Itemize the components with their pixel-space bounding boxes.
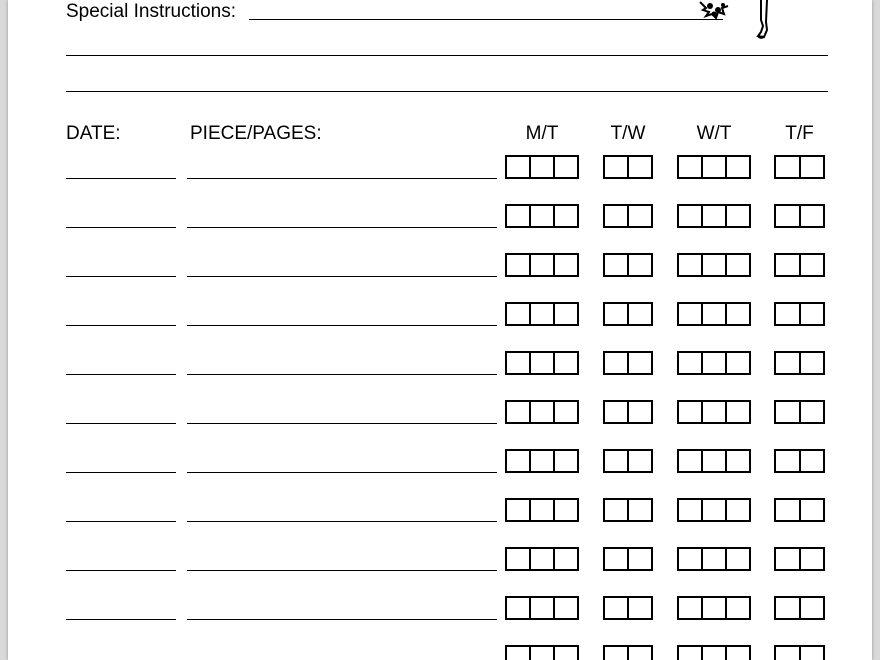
checkbox-group-mt xyxy=(505,253,579,277)
checkbox-cell[interactable] xyxy=(703,598,727,618)
checkbox-cell[interactable] xyxy=(776,647,801,660)
checkbox-cell[interactable] xyxy=(727,451,749,471)
checkbox-cell[interactable] xyxy=(801,304,824,324)
date-entry-line[interactable] xyxy=(66,472,176,473)
checkbox-group-wt xyxy=(677,596,751,620)
checkbox-cell[interactable] xyxy=(507,255,531,275)
checkbox-group-tf xyxy=(774,155,825,179)
checkbox-group-mt xyxy=(505,547,579,571)
checkbox-group-tf xyxy=(774,449,825,473)
date-entry-line[interactable] xyxy=(66,227,176,228)
checkbox-cell[interactable] xyxy=(727,402,749,422)
checkbox-cell[interactable] xyxy=(531,206,555,226)
checkbox-cell[interactable] xyxy=(679,304,703,324)
checkbox-cell[interactable] xyxy=(629,157,651,177)
checkbox-group-mt xyxy=(505,449,579,473)
day-header-tf: T/F xyxy=(785,123,814,144)
checkbox-group-tf xyxy=(774,498,825,522)
checkbox-cell[interactable] xyxy=(776,549,801,569)
piece-entry-line[interactable] xyxy=(187,423,497,424)
checkbox-cell[interactable] xyxy=(727,549,749,569)
checkbox-cell[interactable] xyxy=(679,451,703,471)
checkbox-cell[interactable] xyxy=(703,157,727,177)
checkbox-cell[interactable] xyxy=(703,206,727,226)
checkbox-cell[interactable] xyxy=(629,353,651,373)
checkbox-group-tw xyxy=(603,351,653,375)
checkbox-cell[interactable] xyxy=(776,157,801,177)
instructions-line-3[interactable] xyxy=(66,91,828,92)
checkbox-group-tw xyxy=(603,302,653,326)
checkbox-cell[interactable] xyxy=(776,304,801,324)
checkbox-group-mt xyxy=(505,400,579,424)
checkbox-group-tf xyxy=(774,596,825,620)
checkbox-cell[interactable] xyxy=(507,206,531,226)
checkbox-group-mt xyxy=(505,204,579,228)
checkbox-cell[interactable] xyxy=(507,647,531,660)
checkbox-cell[interactable] xyxy=(629,206,651,226)
checkbox-cell[interactable] xyxy=(629,549,651,569)
checkbox-cell[interactable] xyxy=(776,353,801,373)
day-header-tw: T/W xyxy=(610,123,646,144)
piece-entry-line[interactable] xyxy=(187,619,497,620)
checkbox-cell[interactable] xyxy=(727,598,749,618)
checkbox-cell[interactable] xyxy=(679,255,703,275)
checkbox-cell[interactable] xyxy=(629,304,651,324)
checkbox-cell[interactable] xyxy=(531,451,555,471)
date-entry-line[interactable] xyxy=(66,374,176,375)
checkbox-group-tw xyxy=(603,155,653,179)
checkbox-group-mt xyxy=(505,351,579,375)
checkbox-cell[interactable] xyxy=(679,598,703,618)
checkbox-group-wt xyxy=(677,449,751,473)
checkbox-cell[interactable] xyxy=(531,500,555,520)
checkbox-cell[interactable] xyxy=(531,157,555,177)
checkbox-cell[interactable] xyxy=(679,353,703,373)
checkbox-cell[interactable] xyxy=(727,255,749,275)
checkbox-group-tw xyxy=(603,645,653,660)
checkbox-cell[interactable] xyxy=(629,647,651,660)
checkbox-group-wt xyxy=(677,155,751,179)
checkbox-cell[interactable] xyxy=(801,255,824,275)
checkbox-group-tf xyxy=(774,547,825,571)
checkbox-cell[interactable] xyxy=(605,255,629,275)
checkbox-group-mt xyxy=(505,596,579,620)
checkbox-cell[interactable] xyxy=(605,549,629,569)
date-entry-line[interactable] xyxy=(66,178,176,179)
checkbox-cell[interactable] xyxy=(507,304,531,324)
checkbox-group-wt xyxy=(677,400,751,424)
checkbox-cell[interactable] xyxy=(703,500,727,520)
checkbox-group-wt xyxy=(677,302,751,326)
date-entry-line[interactable] xyxy=(66,570,176,571)
checkbox-cell[interactable] xyxy=(507,353,531,373)
checkbox-cell[interactable] xyxy=(555,255,577,275)
checkbox-cell[interactable] xyxy=(679,402,703,422)
checkbox-group-wt xyxy=(677,351,751,375)
checkbox-cell[interactable] xyxy=(801,500,824,520)
checkbox-cell[interactable] xyxy=(555,304,577,324)
checkbox-cell[interactable] xyxy=(531,304,555,324)
checkbox-cell[interactable] xyxy=(555,549,577,569)
checkbox-group-wt xyxy=(677,645,751,660)
checkbox-group-tf xyxy=(774,253,825,277)
checkbox-cell[interactable] xyxy=(776,206,801,226)
checkbox-cell[interactable] xyxy=(703,353,727,373)
checkbox-group-wt xyxy=(677,253,751,277)
checkbox-cell[interactable] xyxy=(555,647,577,660)
checkbox-cell[interactable] xyxy=(776,255,801,275)
checkbox-cell[interactable] xyxy=(776,451,801,471)
checkbox-group-tw xyxy=(603,253,653,277)
checkbox-cell[interactable] xyxy=(629,255,651,275)
checkbox-cell[interactable] xyxy=(679,647,703,660)
checkbox-cell[interactable] xyxy=(727,157,749,177)
piece-entry-line[interactable] xyxy=(187,374,497,375)
checkbox-group-tf xyxy=(774,645,825,660)
checkbox-cell[interactable] xyxy=(703,549,727,569)
checkbox-cell[interactable] xyxy=(801,353,824,373)
checkbox-cell[interactable] xyxy=(555,157,577,177)
checkbox-cell[interactable] xyxy=(776,402,801,422)
checkbox-group-tf xyxy=(774,351,825,375)
date-entry-line[interactable] xyxy=(66,276,176,277)
checkbox-cell[interactable] xyxy=(605,402,629,422)
checkbox-cell[interactable] xyxy=(801,451,824,471)
checkbox-cell[interactable] xyxy=(776,598,801,618)
date-entry-line[interactable] xyxy=(66,521,176,522)
checkbox-group-mt xyxy=(505,498,579,522)
piece-entry-line[interactable] xyxy=(187,178,497,179)
checkbox-cell[interactable] xyxy=(507,157,531,177)
piece-entry-line[interactable] xyxy=(187,227,497,228)
day-header-wt: W/T xyxy=(696,123,732,144)
special-instructions-label: Special Instructions: xyxy=(66,1,237,22)
checkbox-cell[interactable] xyxy=(555,451,577,471)
instructions-line-2[interactable] xyxy=(66,55,828,56)
checkbox-cell[interactable] xyxy=(801,402,824,422)
flower-clipart-icon xyxy=(696,0,736,20)
checkbox-cell[interactable] xyxy=(605,304,629,324)
checkbox-cell[interactable] xyxy=(605,500,629,520)
checkbox-cell[interactable] xyxy=(703,255,727,275)
checkbox-cell[interactable] xyxy=(776,500,801,520)
checkbox-group-mt xyxy=(505,302,579,326)
checkbox-cell[interactable] xyxy=(801,598,824,618)
checkbox-cell[interactable] xyxy=(555,206,577,226)
checkbox-cell[interactable] xyxy=(679,206,703,226)
date-entry-line[interactable] xyxy=(66,325,176,326)
checkbox-cell[interactable] xyxy=(679,549,703,569)
checkbox-cell[interactable] xyxy=(727,206,749,226)
checkbox-cell[interactable] xyxy=(507,500,531,520)
checkbox-cell[interactable] xyxy=(801,206,824,226)
checkbox-group-tw xyxy=(603,400,653,424)
figure-clipart-icon xyxy=(752,0,776,40)
date-column-header: DATE: xyxy=(66,123,121,144)
checkbox-cell[interactable] xyxy=(531,353,555,373)
checkbox-cell[interactable] xyxy=(703,647,727,660)
checkbox-cell[interactable] xyxy=(629,500,651,520)
checkbox-cell[interactable] xyxy=(555,500,577,520)
checkbox-cell[interactable] xyxy=(605,353,629,373)
checkbox-cell[interactable] xyxy=(703,304,727,324)
checkbox-group-mt xyxy=(505,155,579,179)
special-instructions-line[interactable] xyxy=(249,19,723,20)
checkbox-cell[interactable] xyxy=(531,255,555,275)
checkbox-group-tw xyxy=(603,498,653,522)
practice-log-page xyxy=(8,0,872,660)
piece-entry-line[interactable] xyxy=(187,472,497,473)
date-entry-line[interactable] xyxy=(66,619,176,620)
checkbox-cell[interactable] xyxy=(555,598,577,618)
checkbox-cell[interactable] xyxy=(531,549,555,569)
checkbox-cell[interactable] xyxy=(801,647,824,660)
checkbox-group-tw xyxy=(603,449,653,473)
checkbox-cell[interactable] xyxy=(531,598,555,618)
checkbox-cell[interactable] xyxy=(507,402,531,422)
checkbox-cell[interactable] xyxy=(531,647,555,660)
checkbox-cell[interactable] xyxy=(629,598,651,618)
checkbox-cell[interactable] xyxy=(679,157,703,177)
piece-entry-line[interactable] xyxy=(187,521,497,522)
date-entry-line[interactable] xyxy=(66,423,176,424)
checkbox-cell[interactable] xyxy=(555,402,577,422)
checkbox-cell[interactable] xyxy=(801,157,824,177)
checkbox-cell[interactable] xyxy=(605,206,629,226)
checkbox-cell[interactable] xyxy=(679,500,703,520)
piece-entry-line[interactable] xyxy=(187,276,497,277)
checkbox-group-tf xyxy=(774,400,825,424)
checkbox-cell[interactable] xyxy=(605,647,629,660)
checkbox-cell[interactable] xyxy=(727,647,749,660)
checkbox-group-tf xyxy=(774,204,825,228)
piece-entry-line[interactable] xyxy=(187,570,497,571)
checkbox-cell[interactable] xyxy=(531,402,555,422)
checkbox-cell[interactable] xyxy=(507,598,531,618)
checkbox-group-wt xyxy=(677,547,751,571)
checkbox-group-wt xyxy=(677,498,751,522)
piece-entry-line[interactable] xyxy=(187,325,497,326)
checkbox-group-tw xyxy=(603,204,653,228)
checkbox-group-wt xyxy=(677,204,751,228)
checkbox-group-mt xyxy=(505,645,579,660)
checkbox-cell[interactable] xyxy=(703,451,727,471)
checkbox-group-tw xyxy=(603,596,653,620)
checkbox-cell[interactable] xyxy=(727,304,749,324)
checkbox-cell[interactable] xyxy=(605,598,629,618)
checkbox-group-tw xyxy=(603,547,653,571)
checkbox-cell[interactable] xyxy=(605,451,629,471)
checkbox-cell[interactable] xyxy=(703,402,727,422)
checkbox-cell[interactable] xyxy=(605,157,629,177)
checkbox-cell[interactable] xyxy=(629,451,651,471)
checkbox-cell[interactable] xyxy=(801,549,824,569)
checkbox-cell[interactable] xyxy=(555,353,577,373)
checkbox-cell[interactable] xyxy=(727,500,749,520)
checkbox-cell[interactable] xyxy=(507,549,531,569)
checkbox-cell[interactable] xyxy=(507,451,531,471)
checkbox-cell[interactable] xyxy=(727,353,749,373)
checkbox-cell[interactable] xyxy=(629,402,651,422)
piece-pages-column-header: PIECE/PAGES: xyxy=(190,123,322,144)
day-header-mt: M/T xyxy=(525,123,559,144)
checkbox-group-tf xyxy=(774,302,825,326)
